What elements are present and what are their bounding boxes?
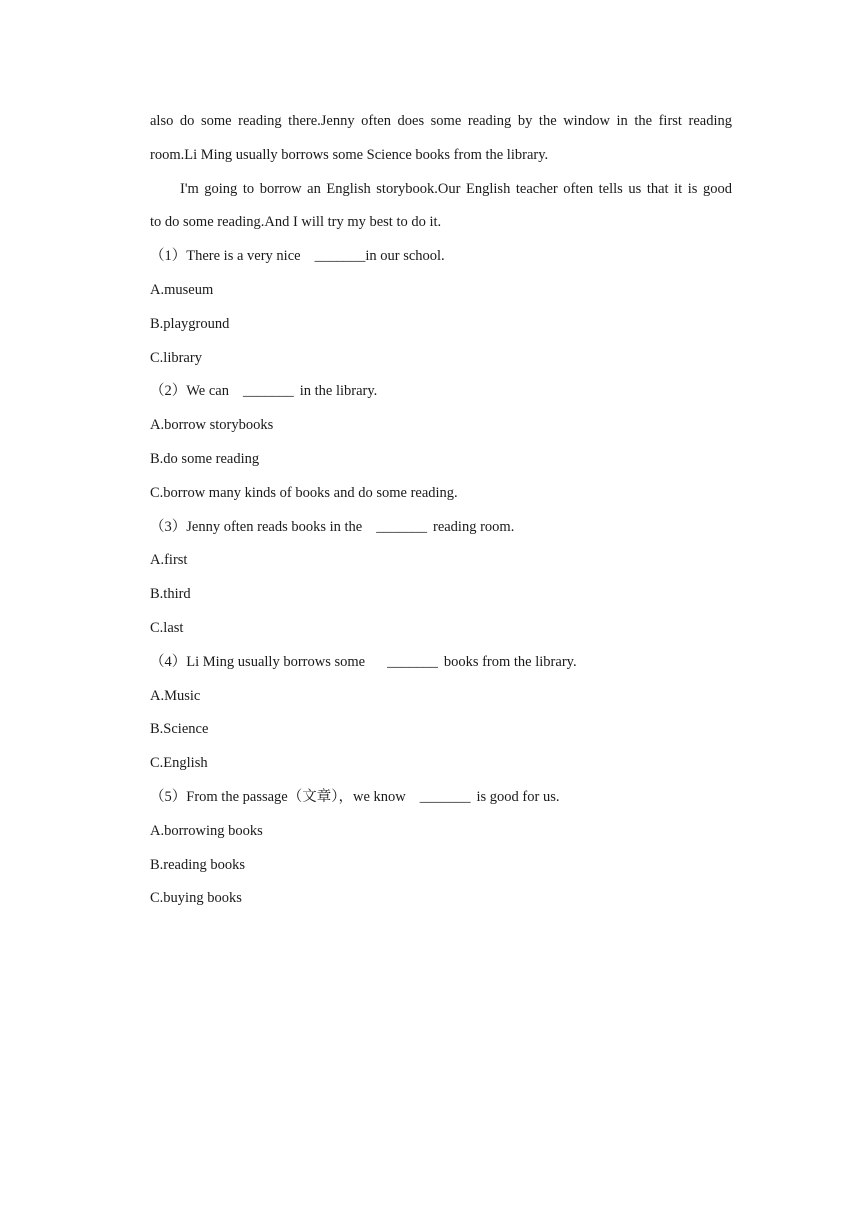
option-a: A.borrowing books [150, 822, 263, 839]
question-1-stem [150, 240, 732, 274]
document-page [150, 105, 732, 916]
answer-blank: _______ [376, 518, 427, 535]
option-c: C.library [150, 349, 202, 366]
question-4-stem [150, 646, 732, 680]
option-a: A.Music [150, 687, 201, 704]
option-a: A.borrow storybooks [150, 417, 274, 434]
answer-blank: _______ [387, 653, 438, 670]
option-a: A.first [150, 552, 188, 569]
question-stem-text: （4）Li Ming usually borrows some [150, 653, 366, 670]
question-stem-text: in our school. [365, 248, 445, 265]
question-stem-text: （1）There is a very nice [150, 248, 301, 265]
option-c: C.borrow many kinds of books and do some reading. [150, 484, 458, 501]
option-c: C.buying books [150, 890, 242, 907]
question-stem-text: （2）We can [150, 383, 229, 400]
answer-blank: _______ [419, 788, 471, 805]
question-stem-text: reading room. [432, 518, 515, 535]
passage-line: I'm going to borrow an English storybook.Our English teacher often tells us that it is good [180, 180, 732, 197]
option-b: B.reading books [150, 856, 246, 873]
question-5-stem [150, 781, 732, 815]
option-a: A.museum [150, 281, 214, 298]
option-b: B.Science [150, 721, 209, 738]
option-b: B.third [150, 586, 191, 603]
option-c: C.English [150, 755, 208, 772]
question-stem-text: books from the library. [443, 653, 577, 670]
question-stem-text: （5）From the passage（文章），we know [150, 788, 406, 805]
option-b: B.do some reading [150, 450, 260, 467]
passage-line: to do some reading.And I will try my best to do it. [150, 214, 442, 231]
answer-blank: _______ [242, 383, 294, 400]
passage-line: also do some reading there.Jenny often does some reading by the window in the first reading [150, 113, 732, 129]
option-b: B.playground [150, 315, 230, 332]
answer-blank: _______ [314, 248, 366, 265]
option-c: C.last [150, 619, 184, 636]
question-3-stem [150, 511, 732, 545]
question-stem-text: （3）Jenny often reads books in the [150, 518, 363, 535]
question-stem-text: is good for us. [476, 788, 560, 805]
question-2-stem [150, 375, 732, 409]
passage-line: room.Li Ming usually borrows some Science books from the library. [150, 146, 549, 163]
question-stem-text: in the library. [299, 383, 378, 400]
